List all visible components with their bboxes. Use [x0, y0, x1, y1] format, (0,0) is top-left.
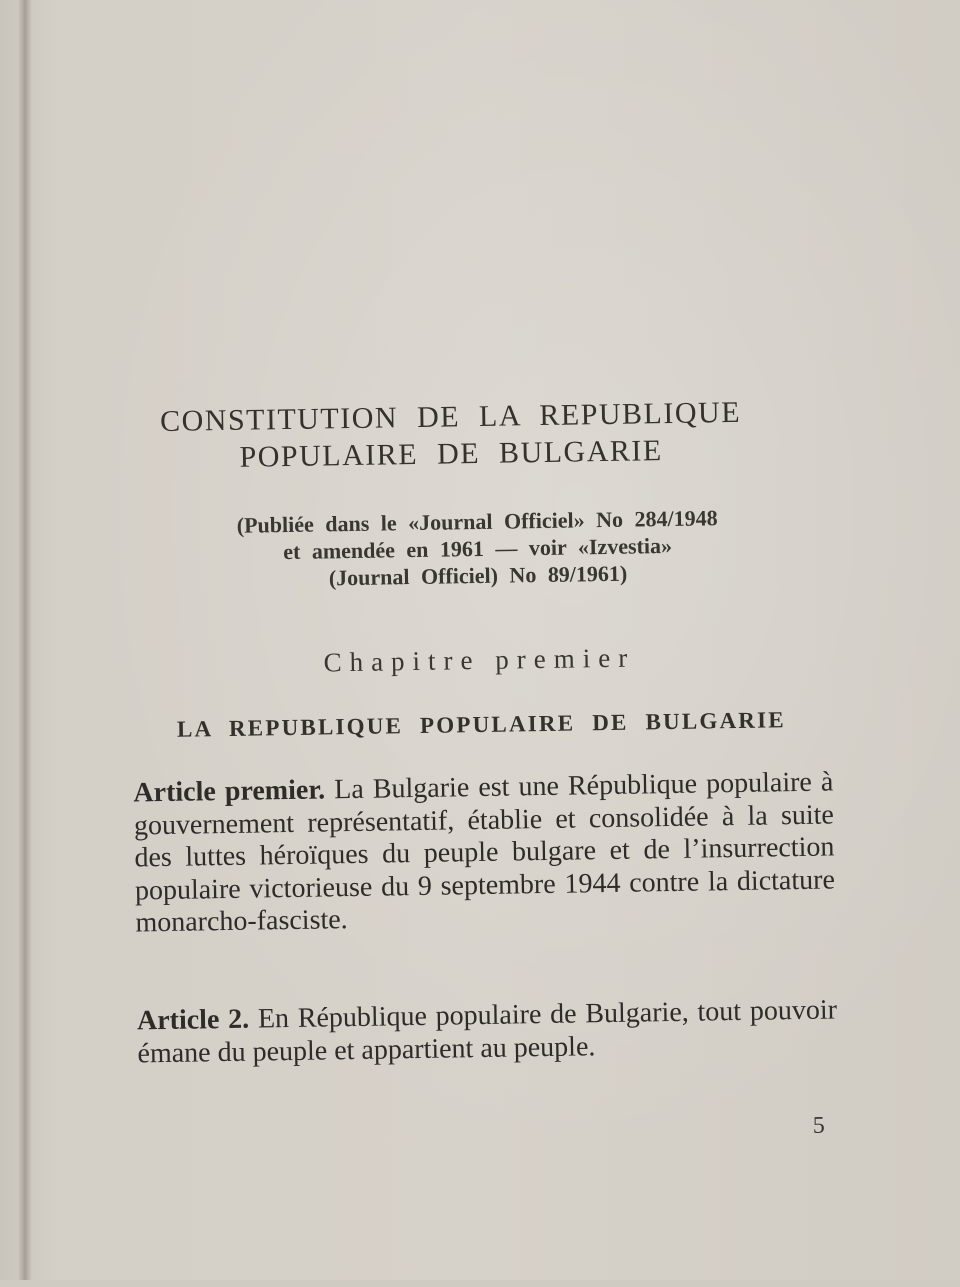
- article-2-label: Article 2.: [136, 1003, 250, 1037]
- document-title: [105, 393, 796, 478]
- title-line-2: POPULAIRE DE BULGARIE: [239, 434, 663, 474]
- title-line-1: CONSTITUTION DE LA REPUBLIQUE: [159, 395, 742, 438]
- article-2-text: En République populaire de Bulgarie, tout pouvoir émane du peuple et appartient au peuple.: [137, 994, 838, 1069]
- publication-line-2: et amendée en 1961 — voir «Izvestia»: [283, 532, 673, 565]
- article-1-label: Article premier.: [133, 774, 326, 809]
- article-1: [133, 766, 835, 939]
- page-number: 5: [812, 1112, 825, 1139]
- article-2: [137, 994, 838, 1070]
- chapter-title: LA REPUBLIQUE POPULAIRE DE BULGARIE: [176, 707, 786, 742]
- chapter-label: Chapitre premier: [323, 642, 636, 678]
- publication-note: [147, 503, 808, 594]
- publication-line-3: (Journal Officiel) No 89/1961): [328, 560, 628, 591]
- publication-line-1: (Publiée dans le «Journal Officiel» No 284/1948: [236, 505, 718, 538]
- article-1-text: La Bulgarie est une République populaire à gouvernement représentatif, établie et consolidée à la suite des luttes héroïques du peuple bulgare et de l’insurrection populaire victorieuse du 9 septembre 1944 contre la dictature monarcho-fasciste.: [133, 766, 836, 939]
